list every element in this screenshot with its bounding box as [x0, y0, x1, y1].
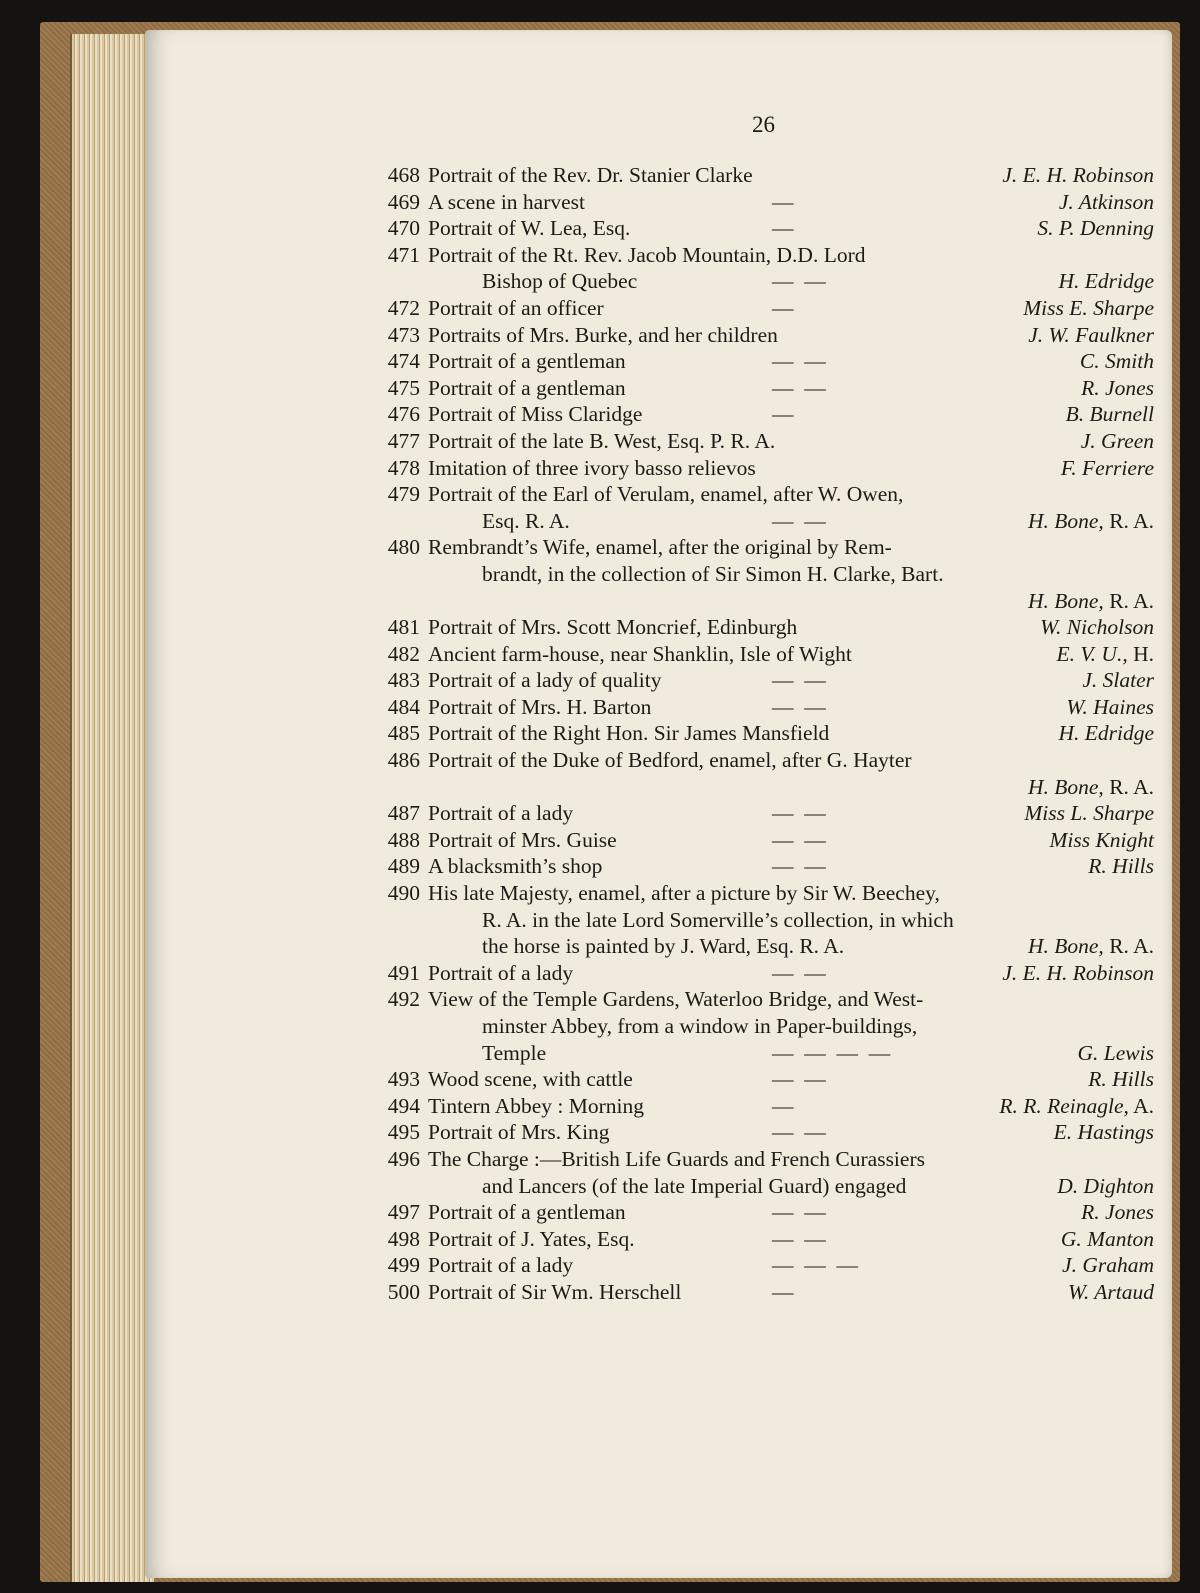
entry-title-line	[372, 1279, 1154, 1306]
artist-name: R. Jones	[1081, 1200, 1154, 1225]
entry-artist	[998, 960, 1154, 987]
artist-suffix: R. A.	[1103, 588, 1154, 613]
entry-number: 491	[387, 960, 420, 985]
artist-name: J. W. Faulkner	[1028, 322, 1154, 347]
artist-name: J. Graham	[1062, 1253, 1154, 1278]
entry-continuation: Temple	[482, 1040, 547, 1065]
catalogue-entry	[372, 534, 1154, 614]
catalogue-entry	[372, 800, 1154, 827]
entry-title-line	[372, 215, 1154, 242]
entry-continuation: minster Abbey, from a window in Paper-buildings,	[482, 1014, 918, 1038]
artist-name: Miss L. Sharpe	[1024, 801, 1154, 826]
artist-name: R. Hills	[1088, 854, 1154, 879]
entry-number: 497	[387, 1200, 420, 1225]
artist-name: H. Bone,	[1027, 774, 1104, 799]
entry-number: 470	[387, 216, 420, 241]
catalogue-entry	[372, 1066, 1154, 1093]
entry-number: 490	[387, 881, 420, 906]
artist-name: J. E. H. Robinson	[1002, 163, 1154, 187]
entry-artist	[1024, 933, 1154, 960]
entry-title: Wood scene, with cattle	[428, 1067, 633, 1092]
separator-dashes: — —	[772, 694, 826, 719]
entry-artist	[1024, 508, 1154, 535]
entry-title-line	[372, 1093, 1154, 1120]
entry-number: 469	[387, 189, 420, 214]
artist-name: E. V. U.,	[1056, 641, 1128, 666]
entry-title: Portrait of the late B. West, Esq. P. R. A.	[428, 428, 776, 453]
artist-name: G. Manton	[1060, 1226, 1154, 1251]
entry-title-line	[372, 827, 1154, 854]
catalogue-entry	[372, 1279, 1154, 1306]
entry-number: 499	[387, 1253, 420, 1278]
entry-title: Portrait of Mrs. Scott Moncrief, Edinburgh	[428, 615, 798, 640]
artist-name: Miss E. Sharpe	[1023, 295, 1154, 320]
entry-title-line	[372, 853, 1154, 880]
artist-name: R. R. Reinagle,	[999, 1093, 1129, 1118]
entry-number: 479	[387, 482, 420, 507]
entry-artist	[998, 162, 1154, 189]
entry-continuation-line	[372, 1040, 1154, 1067]
entry-artist	[1057, 1226, 1154, 1253]
entry-number: 488	[387, 827, 420, 852]
separator-dashes: — —	[772, 349, 826, 374]
separator-dashes: — — —	[772, 1253, 858, 1278]
catalogue-entry	[372, 667, 1154, 694]
separator-dashes: — —	[772, 668, 826, 693]
entry-title-line	[372, 720, 1154, 747]
artist-name: F. Ferriere	[1060, 455, 1154, 480]
entry-number: 493	[387, 1067, 420, 1092]
entry-number: 468	[387, 163, 420, 187]
entry-artist	[1050, 1119, 1154, 1146]
entry-number: 480	[387, 535, 420, 560]
entry-number: 486	[387, 748, 420, 773]
entry-title: Portrait of W. Lea, Esq.	[428, 216, 631, 241]
entry-title: A scene in harvest	[428, 189, 586, 214]
entry-title-line	[372, 322, 1154, 349]
entry-continuation: R. A. in the late Lord Somerville’s collection, in which	[482, 907, 954, 932]
entry-artist	[1062, 694, 1154, 721]
entry-number: 471	[387, 242, 420, 267]
entry-number: 474	[387, 349, 420, 374]
entry-continuation: Bishop of Quebec	[482, 269, 638, 294]
entry-title-line	[372, 455, 1154, 482]
entry-number: 476	[387, 402, 420, 427]
page-number: 26	[752, 112, 775, 137]
catalogue-entry	[372, 428, 1154, 455]
entry-artist	[1077, 375, 1154, 402]
entry-artist	[1074, 1040, 1154, 1067]
entry-artist	[1019, 295, 1154, 322]
catalogue-entry	[372, 375, 1154, 402]
separator-dashes: —	[772, 1279, 794, 1304]
entry-artist	[1055, 189, 1154, 216]
entry-title-line	[372, 1199, 1154, 1226]
entry-title-line	[372, 880, 1154, 907]
entry-artist	[1024, 588, 1154, 615]
entry-continuation-line	[372, 268, 1154, 295]
entry-artist	[1064, 1279, 1154, 1306]
entry-number: 483	[387, 668, 420, 693]
page-edges	[70, 34, 154, 1582]
catalogue-entry	[372, 401, 1154, 428]
entry-artist	[1020, 800, 1154, 827]
entry-title-line	[372, 694, 1154, 721]
catalogue-entry	[372, 162, 1154, 189]
catalogue-entry	[372, 1146, 1154, 1199]
separator-dashes: — —	[772, 854, 826, 879]
artist-suffix: A.	[1128, 1093, 1154, 1118]
entry-title-line	[372, 1066, 1154, 1093]
entry-number: 482	[387, 641, 420, 666]
entry-title-line	[372, 428, 1154, 455]
entry-continuation: brandt, in the collection of Sir Simon H. Clarke, Bart.	[482, 561, 944, 586]
entry-number: 478	[387, 455, 420, 480]
entry-title: Portrait of a lady	[428, 1253, 574, 1278]
entry-title-line	[372, 189, 1154, 216]
entry-title-line	[372, 667, 1154, 694]
artist-name: C. Smith	[1079, 349, 1154, 374]
entry-artist	[1058, 1252, 1154, 1279]
entry-title-line	[372, 1119, 1154, 1146]
entry-title: Portrait of a lady	[428, 960, 574, 985]
catalogue-entry	[372, 614, 1154, 641]
separator-dashes: —	[772, 402, 794, 427]
artist-name: W. Haines	[1066, 694, 1154, 719]
artist-name: R. Hills	[1088, 1067, 1154, 1092]
artist-name: W. Nicholson	[1040, 615, 1154, 640]
entry-artist-line	[372, 774, 1154, 801]
entry-title: Portrait of the Earl of Verulam, enamel, after W. Owen,	[428, 482, 904, 507]
entry-artist	[1036, 614, 1154, 641]
entry-continuation-line	[372, 1173, 1154, 1200]
entry-title: Portrait of a gentleman	[428, 1200, 626, 1225]
entry-title: A blacksmith’s shop	[428, 854, 603, 879]
entry-number: 481	[387, 615, 420, 640]
entry-artist	[1033, 215, 1154, 242]
entry-title: Portrait of the Duke of Bedford, enamel, after G. Hayter	[428, 748, 912, 773]
artist-suffix: R. A.	[1103, 508, 1154, 533]
entry-continuation-line	[372, 933, 1154, 960]
catalogue-entry	[372, 1119, 1154, 1146]
entry-title: The Charge :—British Life Guards and French Curassiers	[428, 1146, 925, 1171]
entry-title: Portrait of Mrs. King	[428, 1120, 610, 1145]
entry-title: Portrait of a lady	[428, 801, 574, 826]
catalogue-list	[372, 162, 1154, 1306]
catalogue-entry	[372, 295, 1154, 322]
catalogue-entry	[372, 322, 1154, 349]
artist-name: R. Jones	[1081, 375, 1154, 400]
entry-title-line	[372, 401, 1154, 428]
entry-number: 484	[387, 694, 420, 719]
catalogue-entry	[372, 242, 1154, 295]
entry-continuation: Esq. R. A.	[482, 508, 570, 533]
catalogue-entry	[372, 215, 1154, 242]
entry-artist	[1077, 1199, 1154, 1226]
separator-dashes: —	[772, 295, 794, 320]
entry-title: Portrait of the Rev. Dr. Stanier Clarke	[428, 163, 753, 187]
catalogue-entry	[372, 641, 1154, 668]
entry-artist	[1024, 322, 1154, 349]
entry-artist	[1084, 853, 1154, 880]
entry-number: 485	[387, 721, 420, 746]
entry-number: 475	[387, 375, 420, 400]
entry-title: Imitation of three ivory basso relievos	[428, 455, 756, 480]
entry-artist	[1054, 268, 1154, 295]
artist-name: H. Bone,	[1027, 588, 1104, 613]
separator-dashes: — —	[772, 1120, 826, 1145]
entry-title-line	[372, 534, 1154, 561]
entry-artist	[1077, 428, 1154, 455]
entry-title: Portrait of the Right Hon. Sir James Mansfield	[428, 721, 830, 746]
entry-number: 495	[387, 1120, 420, 1145]
entry-title: Portrait of a lady of quality	[428, 668, 662, 693]
entry-artist	[1052, 641, 1154, 668]
artist-name: G. Lewis	[1077, 1040, 1154, 1065]
catalogue-entry	[372, 720, 1154, 747]
entry-title: Portrait of Sir Wm. Herschell	[428, 1279, 682, 1304]
entry-number: 496	[387, 1146, 420, 1171]
entry-title: Portrait of a gentleman	[428, 375, 626, 400]
catalogue-entry	[372, 853, 1154, 880]
catalogue-entry	[372, 960, 1154, 987]
entry-title-line	[372, 800, 1154, 827]
catalogue-entry	[372, 827, 1154, 854]
entry-title: Ancient farm-house, near Shanklin, Isle of Wight	[428, 641, 852, 666]
entry-continuation-line	[372, 907, 1154, 934]
catalogue-entry	[372, 747, 1154, 800]
entry-artist	[1057, 455, 1154, 482]
separator-dashes: — —	[772, 1067, 826, 1092]
artist-name: J. Green	[1080, 428, 1154, 453]
entry-continuation-line	[372, 508, 1154, 535]
separator-dashes: — —	[772, 375, 826, 400]
entry-number: 487	[387, 801, 420, 826]
catalogue-entry	[372, 1226, 1154, 1253]
entry-continuation: the horse is painted by J. Ward, Esq. R. A.	[482, 934, 845, 959]
catalogue-entry	[372, 880, 1154, 960]
entry-number: 498	[387, 1226, 420, 1251]
catalogue-entry	[372, 189, 1154, 216]
entry-continuation-line	[372, 1013, 1154, 1040]
entry-artist	[1076, 348, 1154, 375]
entry-title-line	[372, 614, 1154, 641]
entry-number: 477	[387, 428, 420, 453]
artist-name: Miss Knight	[1049, 827, 1154, 852]
entry-title: Portrait of the Rt. Rev. Jacob Mountain, D.D. Lord	[428, 242, 866, 267]
entry-artist-line	[372, 588, 1154, 615]
separator-dashes: — — — —	[772, 1040, 891, 1065]
separator-dashes: — —	[772, 269, 826, 294]
entry-artist	[1078, 667, 1154, 694]
entry-number: 494	[387, 1093, 420, 1118]
entry-title-line	[372, 747, 1154, 774]
entry-title-line	[372, 481, 1154, 508]
separator-dashes: —	[772, 216, 794, 241]
catalogue-entry	[372, 986, 1154, 1066]
entry-artist	[1045, 827, 1154, 854]
entry-number: 473	[387, 322, 420, 347]
separator-dashes: — —	[772, 1226, 826, 1251]
entry-title: Portrait of a gentleman	[428, 349, 626, 374]
artist-name: B. Burnell	[1065, 402, 1154, 427]
entry-title-line	[372, 242, 1154, 269]
entry-number: 492	[387, 987, 420, 1012]
separator-dashes: —	[772, 1093, 794, 1118]
entry-title: Portrait of Miss Claridge	[428, 402, 643, 427]
artist-name: H. Bone,	[1027, 934, 1104, 959]
separator-dashes: — —	[772, 1200, 826, 1225]
catalogue-entry	[372, 1252, 1154, 1279]
entry-artist	[1062, 401, 1154, 428]
entry-title-line	[372, 295, 1154, 322]
entry-title: Portrait of Mrs. Guise	[428, 827, 617, 852]
entry-title-line	[372, 162, 1154, 189]
entry-artist	[1084, 1066, 1154, 1093]
catalogue-entry	[372, 694, 1154, 721]
entry-title: Rembrandt’s Wife, enamel, after the original by Rem-	[428, 535, 892, 560]
entry-number: 472	[387, 295, 420, 320]
artist-name: D. Dighton	[1057, 1173, 1154, 1198]
entry-title-line	[372, 1226, 1154, 1253]
artist-name: H. Edridge	[1058, 721, 1154, 746]
artist-name: W. Artaud	[1067, 1279, 1154, 1304]
artist-name: H. Bone,	[1027, 508, 1104, 533]
entry-title-line	[372, 960, 1154, 987]
catalogue-entry	[372, 348, 1154, 375]
entry-title: Portrait of Mrs. H. Barton	[428, 694, 652, 719]
separator-dashes: — —	[772, 827, 826, 852]
artist-suffix: H.	[1127, 641, 1154, 666]
entry-title-line	[372, 348, 1154, 375]
entry-title: Tintern Abbey : Morning	[428, 1093, 645, 1118]
entry-title-line	[372, 375, 1154, 402]
catalogue-entry	[372, 455, 1154, 482]
entry-title: Portraits of Mrs. Burke, and her children	[428, 322, 778, 347]
entry-title: Portrait of an officer	[428, 295, 604, 320]
entry-artist	[1053, 1173, 1154, 1200]
entry-title-line	[372, 641, 1154, 668]
separator-dashes: — —	[772, 960, 826, 985]
artist-suffix: R. A.	[1103, 934, 1154, 959]
entry-title: Portrait of J. Yates, Esq.	[428, 1226, 635, 1251]
artist-suffix: R. A.	[1103, 774, 1154, 799]
artist-name: H. Edridge	[1058, 269, 1154, 294]
artist-name: E. Hastings	[1053, 1120, 1154, 1145]
entry-number: 489	[387, 854, 420, 879]
artist-name: S. P. Denning	[1037, 216, 1154, 241]
artist-name: J. Atkinson	[1058, 189, 1154, 214]
artist-name: J. E. H. Robinson	[1002, 960, 1154, 985]
separator-dashes: — —	[772, 801, 826, 826]
entry-title: View of the Temple Gardens, Waterloo Bridge, and West-	[428, 987, 924, 1012]
entry-number: 500	[387, 1279, 420, 1304]
entry-continuation: and Lancers (of the late Imperial Guard) engaged	[482, 1173, 907, 1198]
entry-artist	[995, 1093, 1154, 1120]
entry-title-line	[372, 1252, 1154, 1279]
catalogue-entry	[372, 1093, 1154, 1120]
separator-dashes: —	[772, 189, 794, 214]
entry-artist	[1024, 774, 1154, 801]
entry-title: His late Majesty, enamel, after a picture by Sir W. Beechey,	[428, 881, 940, 906]
entry-title-line	[372, 986, 1154, 1013]
catalogue-entry	[372, 1199, 1154, 1226]
catalogue-entry	[372, 481, 1154, 534]
entry-continuation-line	[372, 561, 1154, 588]
separator-dashes: — —	[772, 508, 826, 533]
entry-title-line	[372, 1146, 1154, 1173]
artist-name: J. Slater	[1082, 668, 1154, 693]
entry-artist	[1054, 720, 1154, 747]
